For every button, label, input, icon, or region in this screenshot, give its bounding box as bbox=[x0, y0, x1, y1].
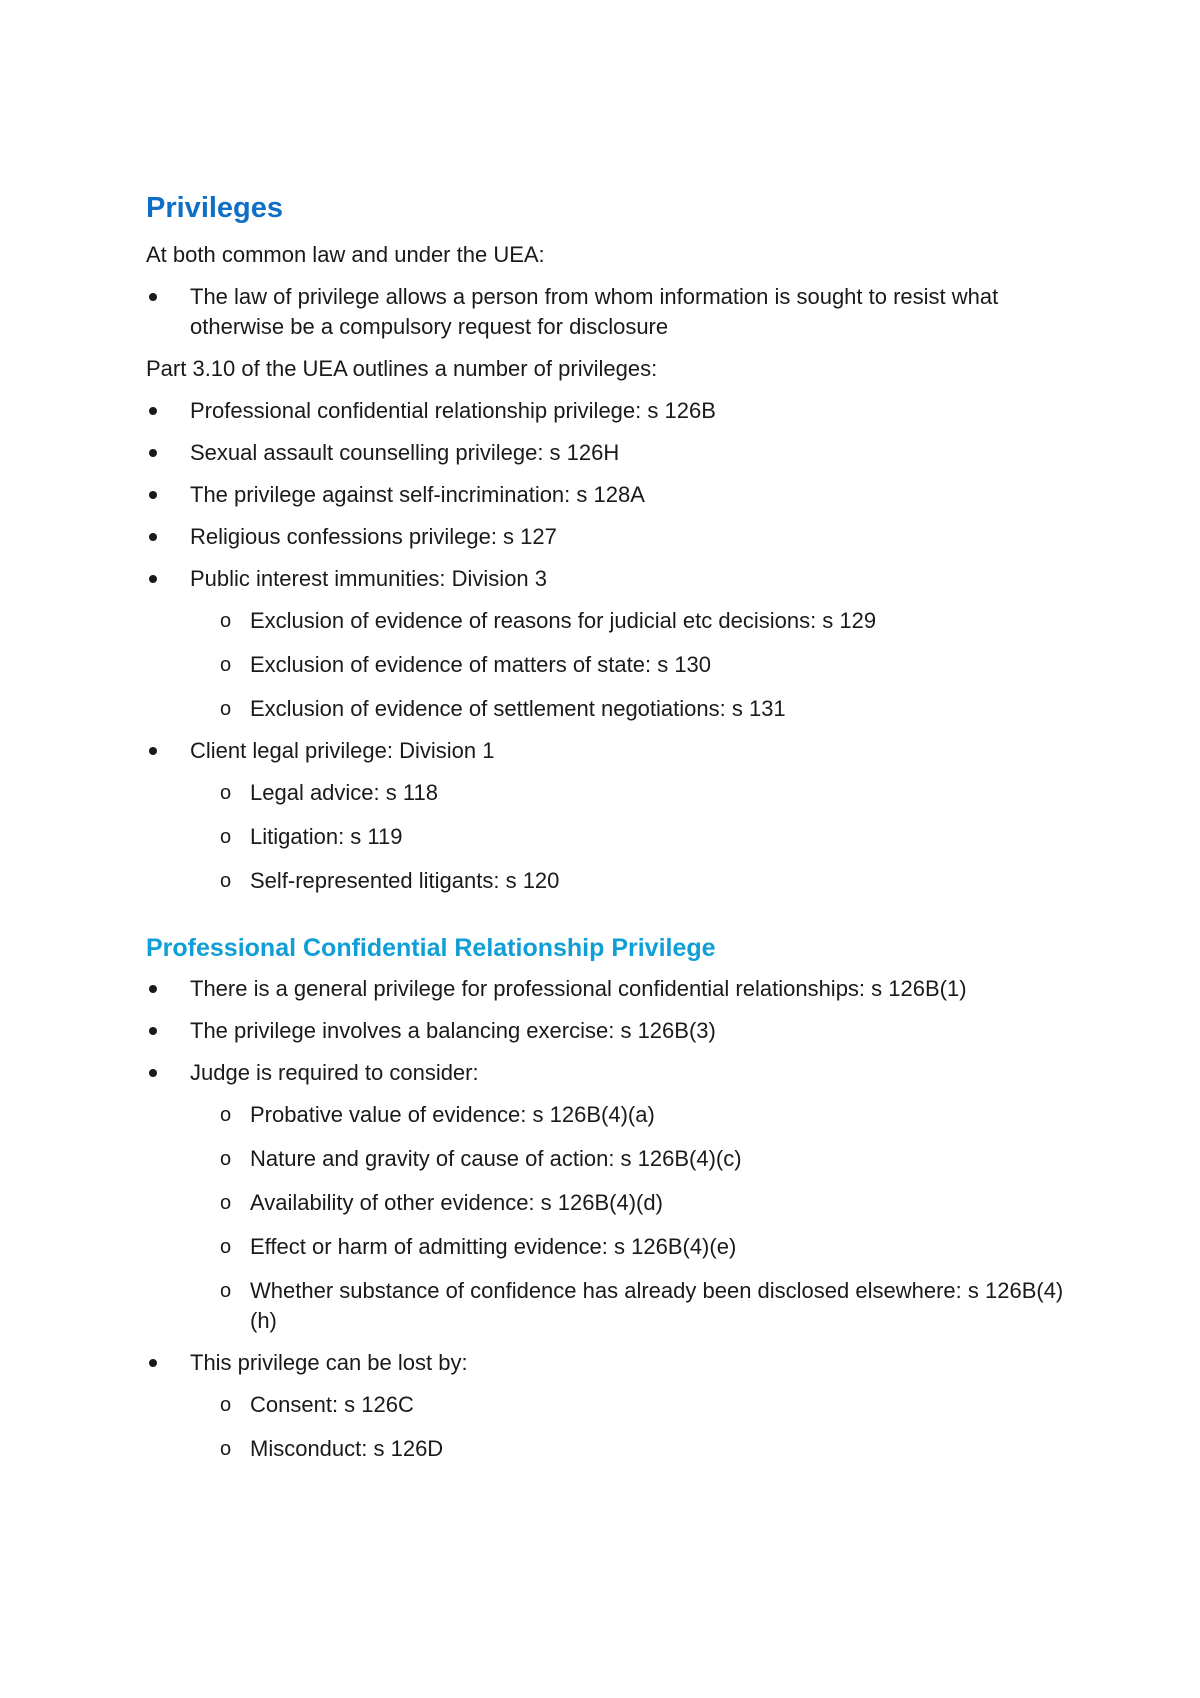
sub-list-item-text: Exclusion of evidence of matters of state: s 130 bbox=[250, 652, 712, 677]
sub-list-item-text: Legal advice: s 118 bbox=[250, 780, 438, 805]
bullet-icon bbox=[149, 449, 157, 457]
sub-list-item bbox=[146, 1100, 1076, 1130]
list-item bbox=[146, 282, 1076, 342]
section-title-pcr-privilege: Professional Confidential Relationship Privilege bbox=[146, 934, 716, 962]
circle-bullet-icon: o bbox=[220, 698, 232, 720]
circle-bullet-icon: o bbox=[220, 826, 232, 848]
sub-list-item bbox=[146, 1188, 1076, 1218]
document-page bbox=[146, 190, 1076, 1476]
list-item-text: Public interest immunities: Division 3 bbox=[190, 566, 548, 591]
list-item-text: There is a general privilege for professional confidential relationships: s 126B(1) bbox=[190, 976, 967, 1001]
list-item bbox=[146, 974, 1076, 1004]
circle-bullet-icon: o bbox=[220, 1394, 232, 1416]
sub-list-item-text: Consent: s 126C bbox=[250, 1392, 414, 1417]
sub-list-item bbox=[146, 778, 1076, 808]
sub-list-item bbox=[146, 1276, 1076, 1336]
sub-list-item-text: Nature and gravity of cause of action: s 126B(4)(c) bbox=[250, 1146, 742, 1171]
sub-list-item-text: Exclusion of evidence of settlement negotiations: s 131 bbox=[250, 696, 786, 721]
privileges-list bbox=[146, 396, 1076, 896]
circle-bullet-icon: o bbox=[220, 1104, 232, 1126]
sub-list bbox=[190, 606, 1076, 724]
intro-paragraph: At both common law and under the UEA: bbox=[146, 242, 545, 267]
section-title-privileges: Privileges bbox=[146, 192, 284, 224]
sub-list-item-text: Effect or harm of admitting evidence: s 126B(4)(e) bbox=[250, 1234, 737, 1259]
sub-list-item bbox=[146, 1144, 1076, 1174]
circle-bullet-icon: o bbox=[220, 1148, 232, 1170]
list-item-text: The privilege against self-incrimination: s 128A bbox=[190, 482, 645, 507]
sub-list-item-text: Whether substance of confidence has already been disclosed elsewhere: s 126B(4)(h) bbox=[250, 1278, 1064, 1333]
sub-list-item-text: Exclusion of evidence of reasons for judicial etc decisions: s 129 bbox=[250, 608, 877, 633]
list-item bbox=[146, 396, 1076, 426]
bullet-icon bbox=[149, 533, 157, 541]
sub-list-item-text: Self-represented litigants: s 120 bbox=[250, 868, 560, 893]
list-item bbox=[146, 736, 1076, 896]
bullet-icon bbox=[149, 747, 157, 755]
list-item bbox=[146, 522, 1076, 552]
list-item bbox=[146, 564, 1076, 724]
sub-list-item bbox=[146, 650, 1076, 680]
bullet-icon bbox=[149, 407, 157, 415]
sub-list-item bbox=[146, 694, 1076, 724]
list-item bbox=[146, 438, 1076, 468]
bullet-icon bbox=[149, 1359, 157, 1367]
list-item-text: Judge is required to consider: bbox=[190, 1060, 479, 1085]
bullet-icon bbox=[149, 1027, 157, 1035]
intro-bullet-list bbox=[146, 282, 1076, 342]
sub-list-item-text: Litigation: s 119 bbox=[250, 824, 403, 849]
circle-bullet-icon: o bbox=[220, 1280, 232, 1302]
pcr-privilege-list bbox=[146, 974, 1076, 1464]
circle-bullet-icon: o bbox=[220, 1192, 232, 1214]
list-item-text: The law of privilege allows a person from whom information is sought to resist what otherwise be a compulsory request for disclosure bbox=[190, 284, 999, 339]
circle-bullet-icon: o bbox=[220, 870, 232, 892]
circle-bullet-icon: o bbox=[220, 610, 232, 632]
list-item-text: Religious confessions privilege: s 127 bbox=[190, 524, 557, 549]
sub-list-item bbox=[146, 1434, 1076, 1464]
list-item-text: This privilege can be lost by: bbox=[190, 1350, 468, 1375]
sub-list bbox=[190, 778, 1076, 896]
sub-list bbox=[190, 1390, 1076, 1464]
bullet-icon bbox=[149, 1069, 157, 1077]
part-paragraph: Part 3.10 of the UEA outlines a number of privileges: bbox=[146, 356, 658, 381]
sub-list-item-text: Probative value of evidence: s 126B(4)(a) bbox=[250, 1102, 655, 1127]
sub-list-item bbox=[146, 822, 1076, 852]
list-item-text: Client legal privilege: Division 1 bbox=[190, 738, 495, 763]
list-item-text: Sexual assault counselling privilege: s 126H bbox=[190, 440, 620, 465]
bullet-icon bbox=[149, 575, 157, 583]
bullet-icon bbox=[149, 491, 157, 499]
sub-list-item bbox=[146, 866, 1076, 896]
list-item bbox=[146, 1016, 1076, 1046]
circle-bullet-icon: o bbox=[220, 782, 232, 804]
circle-bullet-icon: o bbox=[220, 1236, 232, 1258]
list-item-text: Professional confidential relationship privilege: s 126B bbox=[190, 398, 716, 423]
sub-list-item-text: Misconduct: s 126D bbox=[250, 1436, 444, 1461]
sub-list-item bbox=[146, 606, 1076, 636]
circle-bullet-icon: o bbox=[220, 654, 232, 676]
list-item bbox=[146, 480, 1076, 510]
list-item bbox=[146, 1058, 1076, 1336]
circle-bullet-icon: o bbox=[220, 1438, 232, 1460]
sub-list-item-text: Availability of other evidence: s 126B(4)(d) bbox=[250, 1190, 663, 1215]
bullet-icon bbox=[149, 293, 157, 301]
list-item-text: The privilege involves a balancing exercise: s 126B(3) bbox=[190, 1018, 716, 1043]
sub-list-item bbox=[146, 1232, 1076, 1262]
sub-list bbox=[190, 1100, 1076, 1336]
bullet-icon bbox=[149, 985, 157, 993]
sub-list-item bbox=[146, 1390, 1076, 1420]
list-item bbox=[146, 1348, 1076, 1464]
